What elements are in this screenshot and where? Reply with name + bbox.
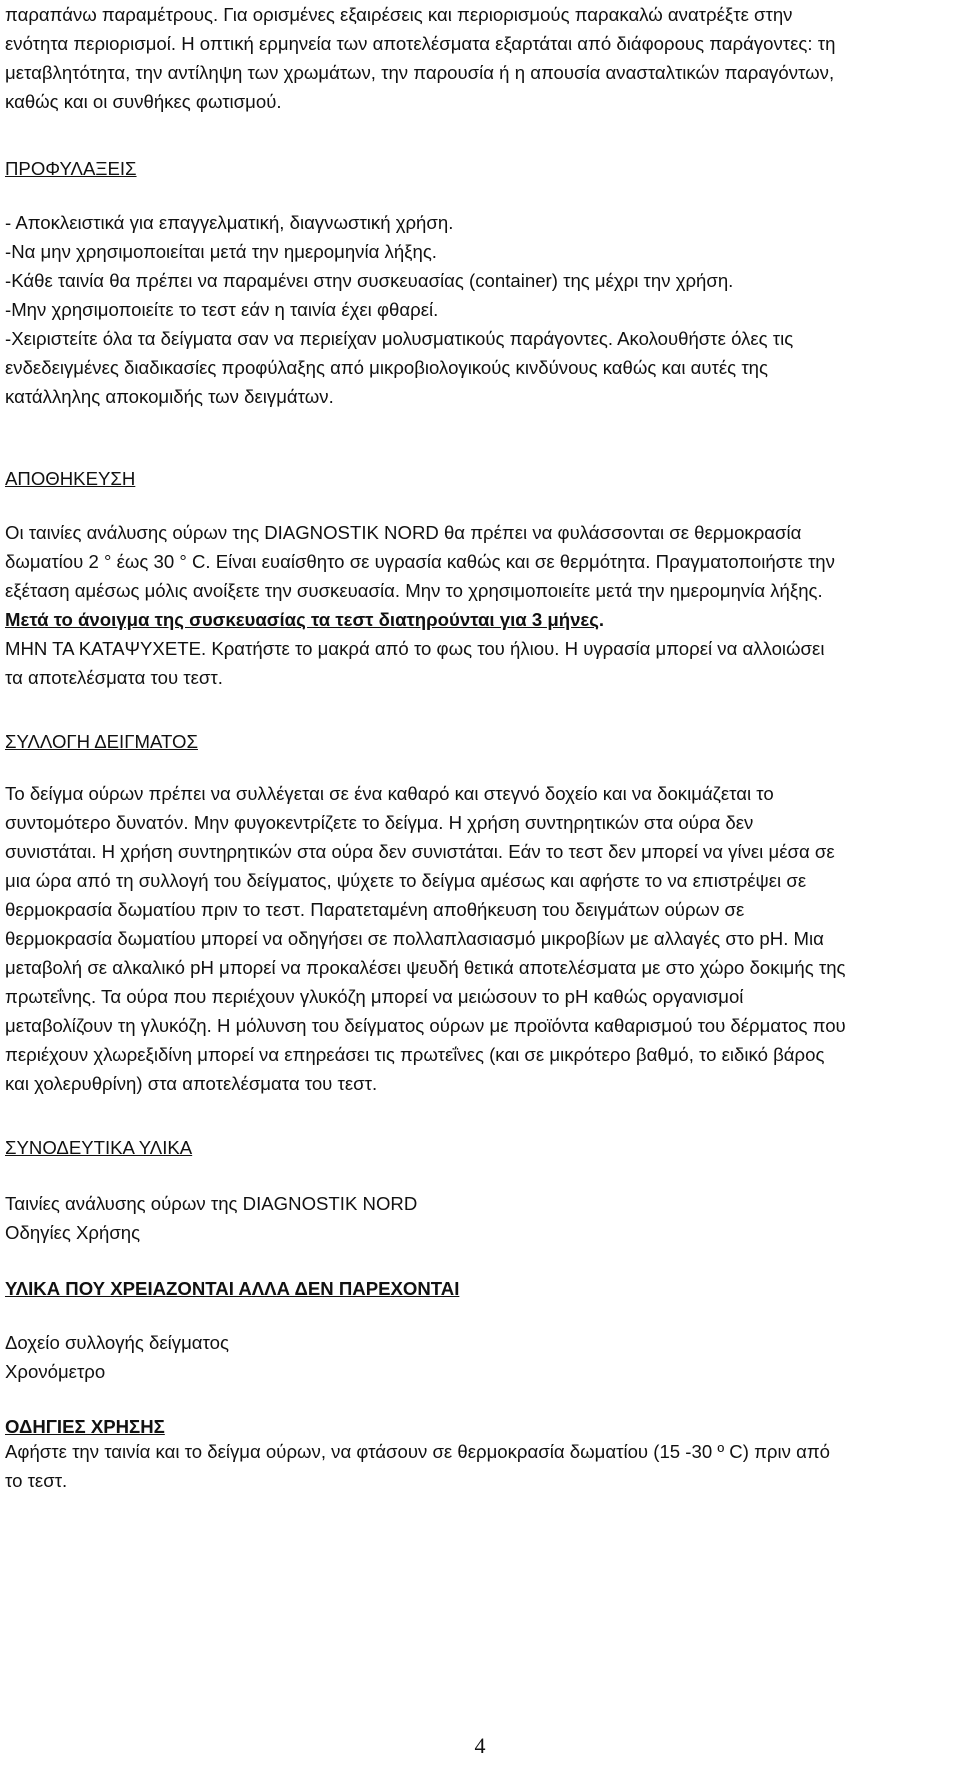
text-line: θερμοκρασία δωματίου πριν το τεστ. Παρατεταμένη αποθήκευση του δειγμάτων ούρων σε (5, 899, 745, 920)
precautions-heading: ΠΡΟΦΥΛΑΞΕΙΣ (5, 158, 137, 179)
text-line: μεταβολίζουν τη γλυκόζη. Η μόλυνση του δείγματος ούρων με προϊόντα καθαρισμού του δέρματος που (5, 1015, 846, 1036)
page-number: 4 (474, 1733, 486, 1758)
text-line: συνιστάται. Η χρήση συντηρητικών στα ούρα δεν συνιστάται. Εάν το τεστ δεν μπορεί να γίνει μέσα σε (5, 841, 835, 862)
text-line: - Αποκλειστικά για επαγγελματική, διαγνωστική χρήση. (5, 212, 454, 233)
list-item: Οδηγίες Χρήσης (5, 1222, 141, 1243)
text-line: Το δείγμα ούρων πρέπει να συλλέγεται σε ένα καθαρό και στεγνό δοχείο και να δοκιμάζεται το (5, 783, 774, 804)
text-line: καθώς και οι συνθήκες φωτισμού. (5, 91, 282, 112)
text-line: -Να μην χρησιμοποιείται μετά την ημερομηνία λήξης. (5, 241, 437, 262)
required-materials-heading: ΥΛΙΚΑ ΠΟΥ ΧΡΕΙΑΖΟΝΤΑΙ ΑΛΛΑ ΔΕΝ ΠΑΡΕΧΟΝΤΑΙ (5, 1278, 460, 1299)
text-line: το τεστ. (5, 1470, 68, 1491)
text-line: μεταβλητότητα, την αντίληψη των χρωμάτων, την παρουσία ή η απουσία ανασταλτικών παραγόντων, (5, 62, 835, 83)
text-line: -Κάθε ταινία θα πρέπει να παραμένει στην συσκευασίας (container) της μέχρι την χρήση. (5, 270, 734, 291)
text-line: Οι ταινίες ανάλυσης ούρων της DIAGNOSTIK NORD θα πρέπει να φυλάσσονται σε θερμοκρασία (5, 522, 802, 543)
text-line: κατάλληλης αποκομιδής των δειγμάτων. (5, 386, 334, 407)
storage-bold-line (5, 605, 835, 634)
text-line: ΜΗΝ ΤΑ ΚΑΤΑΨΥΧΕΤΕ. Κρατήστε το μακρά από το φως του ήλιου. Η υγρασία μπορεί να αλλοιώσει (5, 638, 825, 659)
list-item: Δοχείο συλλογής δείγματος (5, 1332, 229, 1353)
text-line: δωματίου 2 ° έως 30 ° C. Είναι ευαίσθητο σε υγρασία καθώς και σε θερμότητα. Πραγματοποιήστε την (5, 551, 835, 572)
text-line: -Χειριστείτε όλα τα δείγματα σαν να περιείχαν μολυσματικούς παράγοντες. Ακολουθήστε όλες τις (5, 328, 794, 349)
text-line: και χολερυθρίνη) στα αποτελέσματα του τεστ. (5, 1073, 378, 1094)
instructions-heading: ΟΔΗΓΙΕΣ ΧΡΗΣΗΣ (5, 1416, 165, 1437)
text-line: θερμοκρασία δωματίου μπορεί να οδηγήσει σε πολλαπλασιασμό μικροβίων με αλλαγές στο pH. Μια (5, 928, 824, 949)
storage-paragraph (5, 518, 835, 692)
text-line: μια ώρα από τη συλλογή του δείγματος, ψύχετε το δείγμα αμέσως και αφήστε το να επιστρέψει σε (5, 870, 807, 891)
text-line: πρωτεΐνης. Τα ούρα που περιέχουν γλυκόζη μπορεί να μειώσουν το pH καθώς οργανισμοί (5, 986, 744, 1007)
intro-paragraph (5, 0, 835, 116)
sample-collection-paragraph (5, 779, 846, 1098)
instructions-paragraph (5, 1437, 830, 1495)
list-item: Ταινίες ανάλυσης ούρων της DIAGNOSTIK NORD (5, 1193, 418, 1214)
storage-heading: ΑΠΟΘΗΚΕΥΣΗ (5, 468, 136, 489)
text-line: ενδεδειγμένες διαδικασίες προφύλαξης από μικροβιολογικούς κινδύνους καθώς και αυτές της (5, 357, 768, 378)
text-line: περιέχουν χλωρεξιδίνη μπορεί να επηρεάσει τις πρωτεΐνες (και σε μικρότερο βαθμό, το ειδικό βάρος (5, 1044, 825, 1065)
text-line: μεταβολή σε αλκαλικό pH μπορεί να προκαλέσει ψευδή θετικά αποτελέσματα με στο χώρο δοκιμής της (5, 957, 846, 978)
text-line: συντομότερο δυνατόν. Μην φυγοκεντρίζετε το δείγμα. Η χρήση συντηρητικών στα ούρα δεν (5, 812, 754, 833)
list-item: Χρονόμετρο (5, 1361, 106, 1382)
storage-bold-end: . (598, 609, 605, 630)
required-materials-list (5, 1328, 229, 1386)
text-line: εξέταση αμέσως μόλις ανοίξετε την συσκευασία. Μην το χρησιμοποιείτε μετά την ημερομηνία λήξης. (5, 580, 823, 601)
text-line: ενότητα περιορισμοί. Η οπτική ερμηνεία των αποτελέσματα εξαρτάται από διάφορους παράγοντες: τη (5, 33, 836, 54)
text-line: -Μην χρησιμοποιείτε το τεστ εάν η ταινία έχει φθαρεί. (5, 299, 439, 320)
text-line: τα αποτελέσματα του τεστ. (5, 667, 223, 688)
sample-collection-heading: ΣΥΛΛΟΓΗ ΔΕΙΓΜΑΤΟΣ (5, 731, 198, 752)
text-line: παραπάνω παραμέτρους. Για ορισμένες εξαιρέσεις και περιορισμούς παρακαλώ ανατρέξτε στην (5, 4, 793, 25)
supplied-materials-heading: ΣΥΝΟΔΕΥΤΙΚΑ ΥΛΙΚΑ (5, 1137, 193, 1158)
storage-bold-text: Μετά το άνοιγμα της συσκευασίας τα τεστ διατηρούνται για 3 μήνες (5, 609, 599, 630)
text-line: Αφήστε την ταινία και το δείγμα ούρων, να φτάσουν σε θερμοκρασία δωματίου (15 -30 º C) πριν από (5, 1441, 831, 1462)
precautions-paragraph (5, 208, 793, 411)
supplied-materials-list (5, 1189, 417, 1247)
